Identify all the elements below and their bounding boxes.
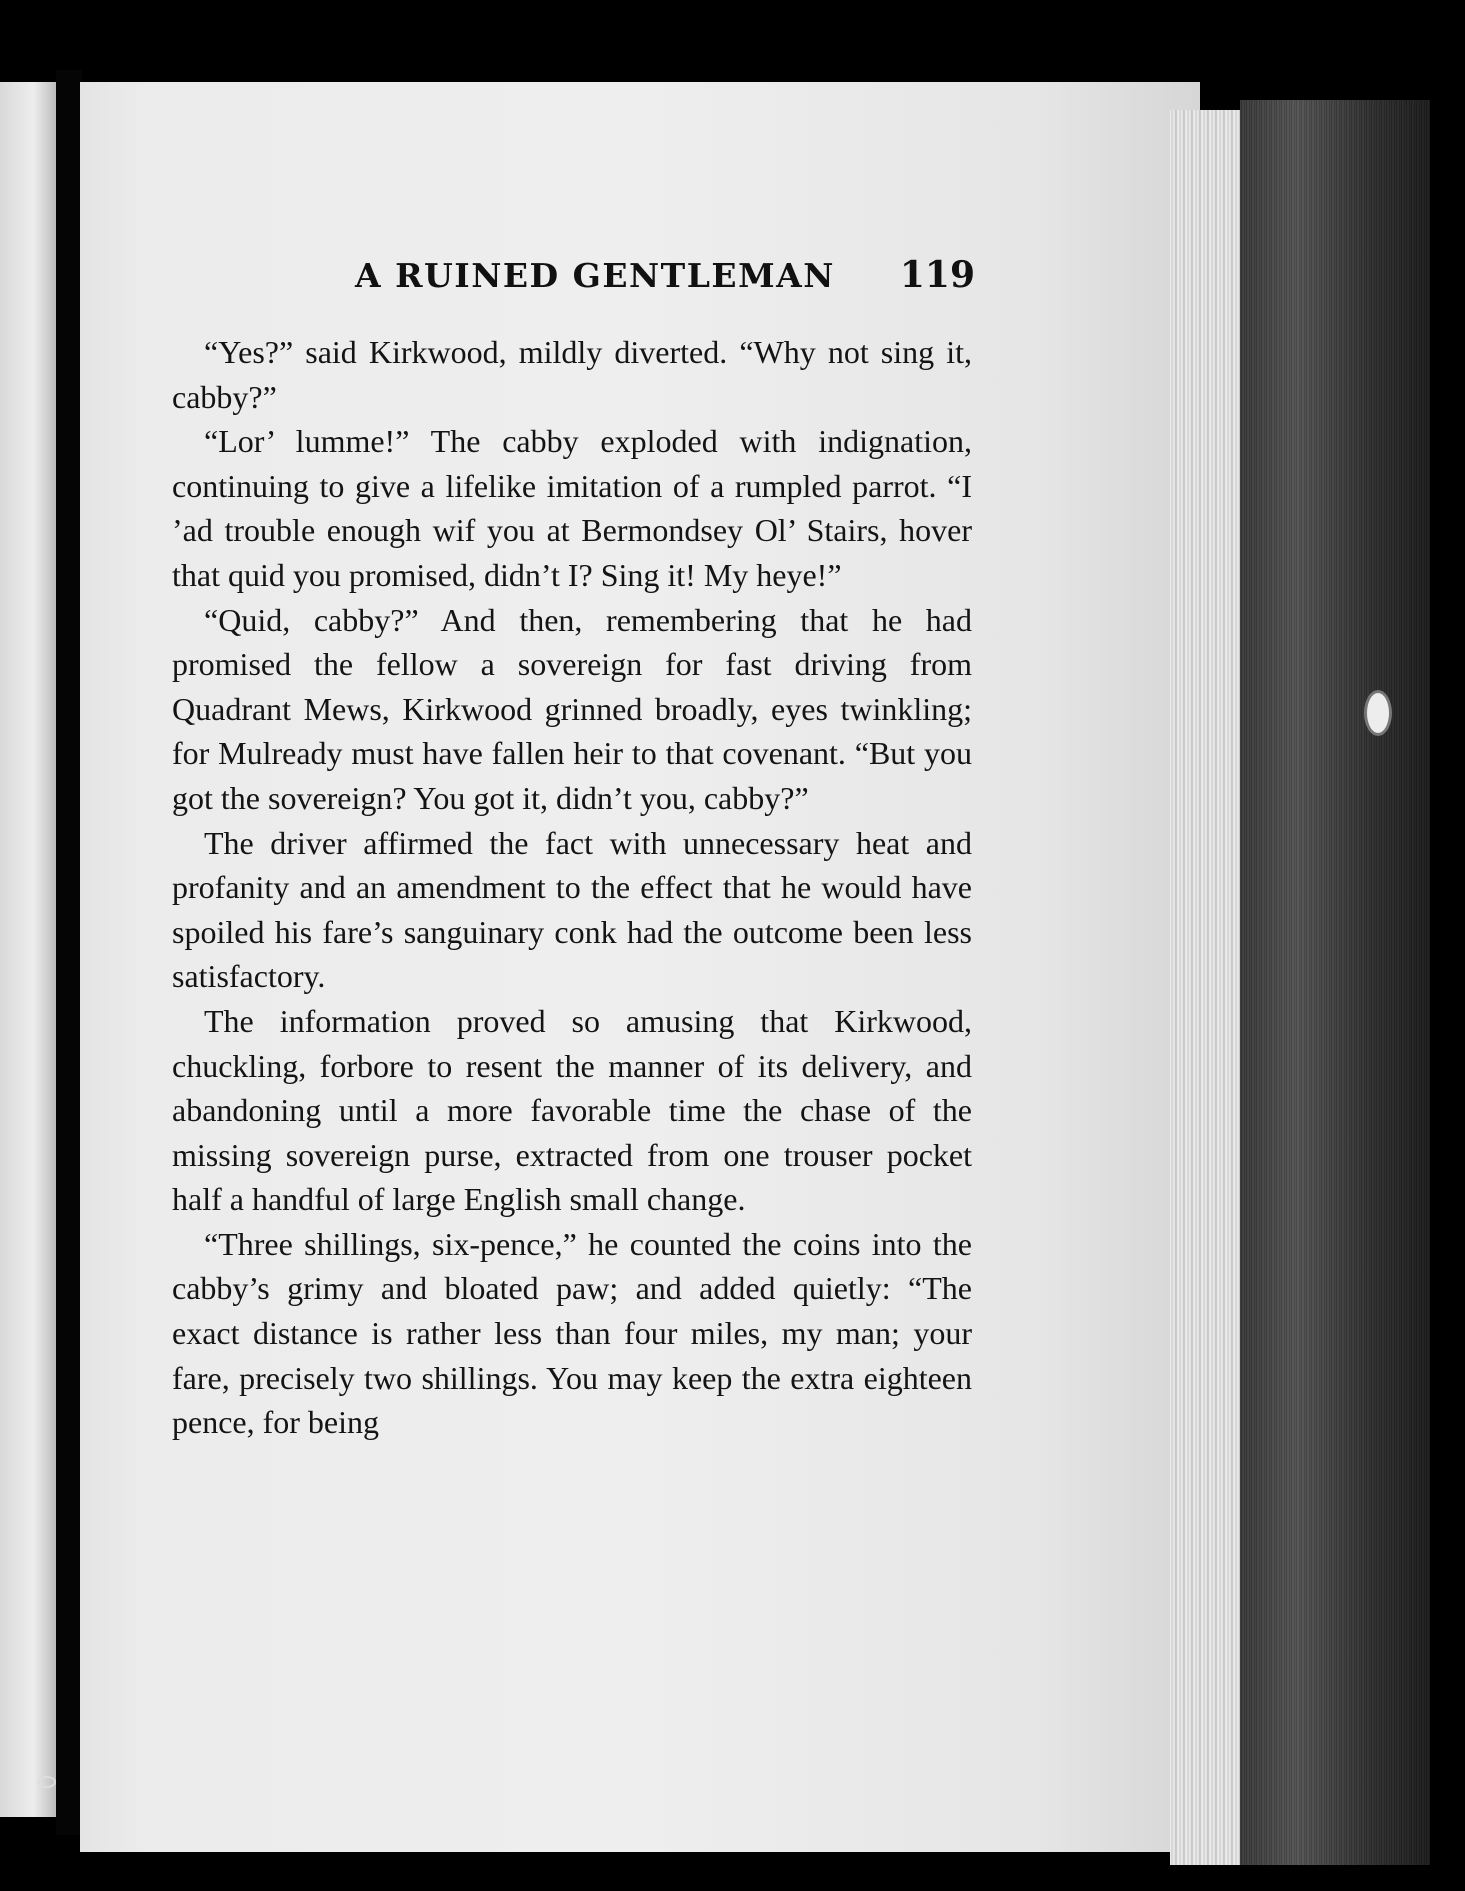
cover-mark [1364,690,1392,736]
paragraph: “Three shillings, six-pence,” he counted the coins into the cabby’s grimy and bloated paw; and added quietly: “The exact distance is rather less than four miles, my man; your fare, precisely two shillings. You may keep the extra eighteen pence, for being [172,1225,972,1441]
book-gutter [56,70,82,1835]
paragraph: The information proved so amusing that Kirkwood, chuckling, forbore to resent the manner of its delivery, and abandoning until a more favorable time the chase of the missing sovereign purse, extracted from one trouser pocket half a handful of large English small change. [172,1002,972,1218]
paragraph: “Quid, cabby?” And then, remembering that he had promised the fellow a sovereign for fast driving from Quadrant Mews, Kirkwood grinned broadly, eyes twinkling; for Mulready must have fallen heir to that covenant. “But you got the sovereign? You got it, didn’t you, cabby?” [172,601,972,816]
paragraph: “Lor’ lumme!” The cabby exploded with indignation, continuing to give a lifelike imitation of a rumpled parrot. “I ’ad trouble enough wif you at Bermondsey Ol’ Stairs, hover that quid you promised, didn’t I? Sing it! My heye!” [172,423,972,593]
paragraph: The driver affirmed the fact with unnecessary heat and profanity and an amendment to the effect that he would have spoiled his fare’s sanguinary conk had the outcome been less satisfactory. [172,824,972,995]
margin-mark [38,1776,56,1788]
facing-page-edge [0,82,56,1817]
body-text [172,330,972,1445]
running-title: A RUINED GENTLEMAN [355,256,835,295]
paragraph: “Yes?” said Kirkwood, mildly diverted. “Why not sing it, cabby?” [172,334,972,415]
page-block-edges [1170,110,1240,1865]
book-cover-side [1240,100,1430,1865]
running-header [355,256,975,306]
page-number: 119 [899,254,975,296]
